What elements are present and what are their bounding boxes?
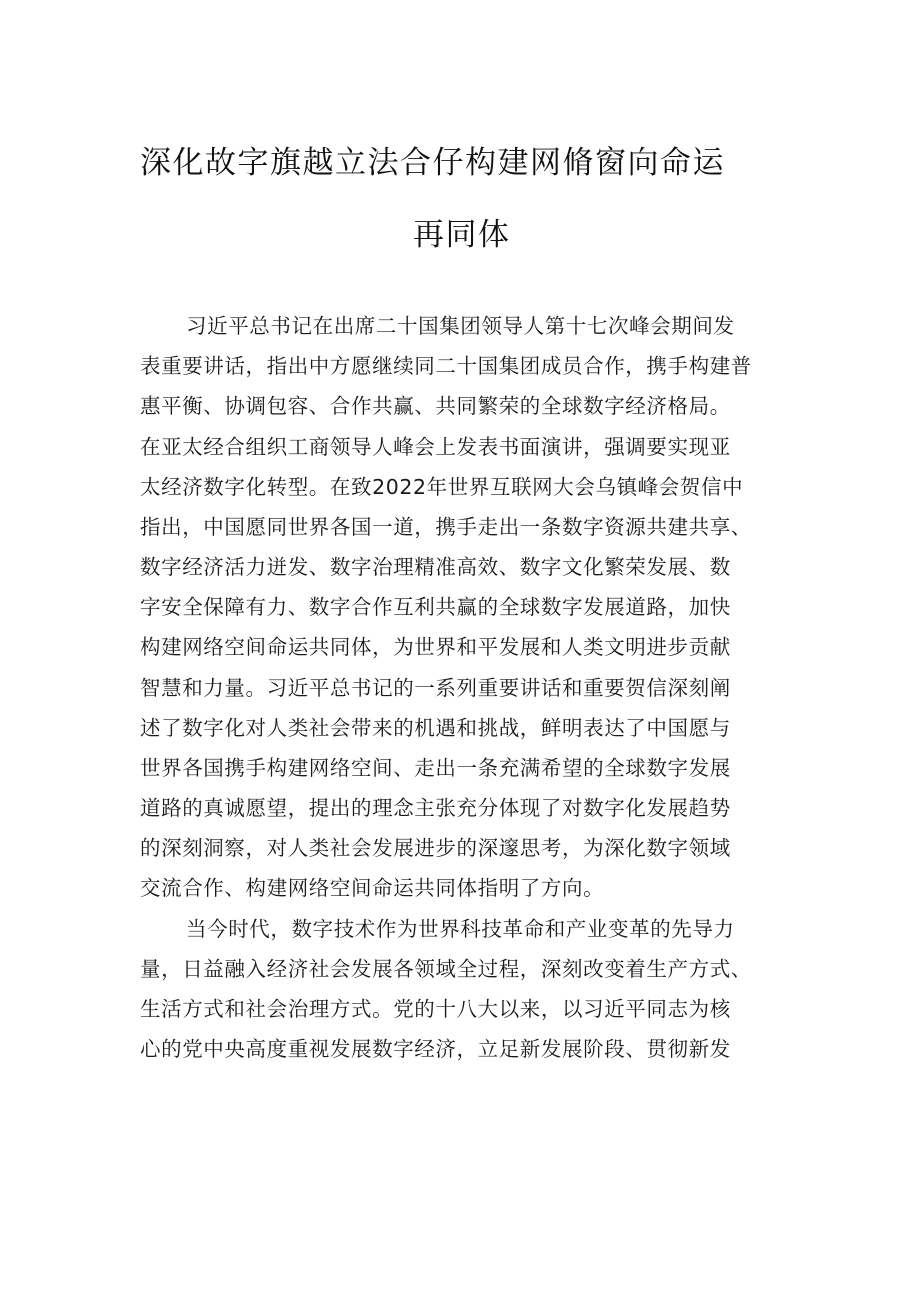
- paragraph-2-line-1: 当今时代，数字技术作为世界科技革命和产业变革的先导力: [186, 917, 735, 941]
- paragraph-2-line-4: 心的党中央高度重视发展数字经济，立足新发展阶段、贯彻新发: [140, 1037, 731, 1061]
- paragraph-1-line-14: 的深刻洞察，对人类社会发展进步的深邃思考，为深化数字领域: [140, 836, 731, 860]
- paragraph-1-line-4: 在亚太经合组织工商领导人峰会上发表书面演讲，强调要实现亚: [140, 435, 731, 459]
- paragraph-1-line-3: 惠平衡、协调包容、合作共赢、共同繁荣的全球数字经济格局。: [140, 394, 731, 418]
- paragraph-1-line-6: 指出，中国愿同世界各国一道，携手走出一条数字资源共建共享、: [140, 515, 752, 539]
- paragraph-1-line-2: 表重要讲话，指出中方愿继续同二十国集团成员合作，携手构建普: [140, 354, 752, 378]
- paragraph-1-line-8: 字安全保障有力、数字合作互利共赢的全球数字发展道路，加快: [140, 595, 731, 619]
- paragraph-2-line-2: 量，日益融入经济社会发展各领域全过程，深刻改变着生产方式、: [140, 957, 752, 981]
- document-title-line-2: 再同体: [413, 217, 511, 253]
- paragraph-1-line-13: 道路的真诚愿望，提出的理念主张充分体现了对数字化发展趋势: [140, 796, 731, 820]
- document-title-line-1: 深化故字旗越立法合仔构建网脩窗向命运: [140, 145, 725, 181]
- paragraph-1-line-12: 世界各国携手构建网络空间、走出一条充满希望的全球数字发展: [140, 756, 731, 780]
- paragraph-1-line-1: 习近平总书记在出席二十国集团领导人第十七次峰会期间发: [186, 314, 735, 338]
- paragraph-1-line-10: 智慧和力量。习近平总书记的一系列重要讲话和重要贺信深刻阐: [140, 676, 731, 700]
- paragraph-1-line-7: 数字经济活力迸发、数字治理精准高效、数字文化繁荣发展、数: [140, 555, 731, 579]
- paragraph-2-line-3: 生活方式和社会治理方式。党的十八大以来，以习近平同志为核: [140, 997, 731, 1021]
- paragraph-1-line-15: 交流合作、构建网络空间命运共同体指明了方向。: [140, 876, 605, 900]
- paragraph-1-line-9: 构建网络空间命运共同体，为世界和平发展和人类文明进步贡献: [140, 635, 731, 659]
- paragraph-1-line-11: 述了数字化对人类社会带来的机遇和挑战，鲜明表达了中国愿与: [140, 716, 731, 740]
- paragraph-1-line-5: 太经济数字化转型。在致2022年世界互联网大会乌镇峰会贺信中: [140, 475, 744, 499]
